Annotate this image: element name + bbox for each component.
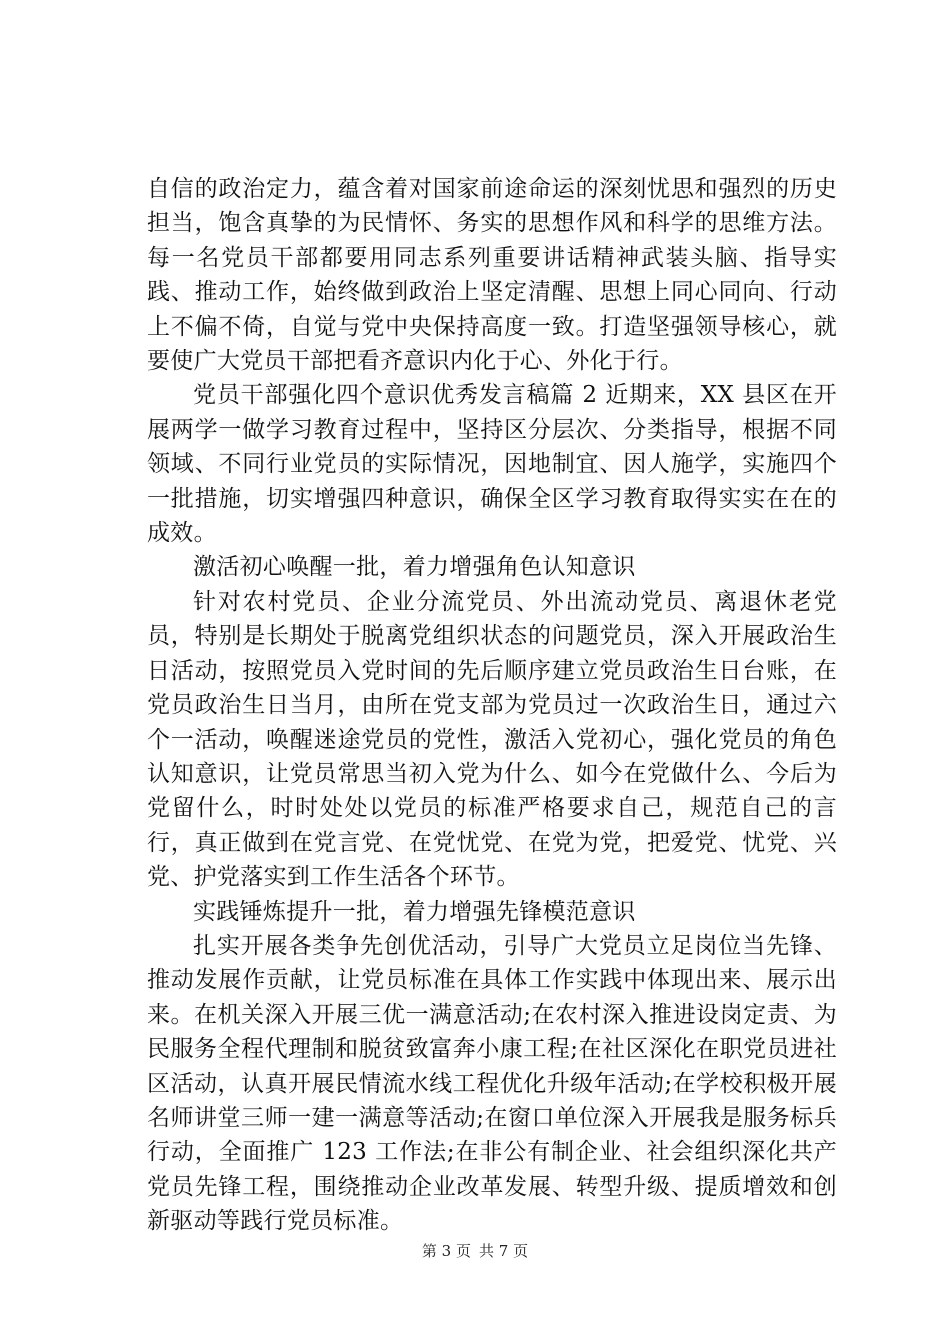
- page-total: 共 7 页: [479, 1242, 529, 1260]
- paragraph-article-2-intro: 党员干部强化四个意识优秀发言稿篇 2 近期来，XX 县区在开展两学一做学习教育过程中，坚持区分层次、分类指导，根据不同领域、不同行业党员的实际情况，因地制宜、因人施学，实施四个一批措施，切实增强四种意识，确保全区学习教育取得实实在在的成效。: [147, 382, 837, 547]
- paragraph-continuation: 自信的政治定力，蕴含着对国家前途命运的深刻忧思和强烈的历史担当，饱含真挚的为民情怀、务实的思想作风和科学的思维方法。每一名党员干部都要用同志系列重要讲话精神武装头脑、指导实践、推动工作，始终做到政治上坚定清醒、思想上同心同向、行动上不偏不倚，自觉与党中央保持高度一致。打造坚强领导核心，就要使广大党员干部把看齐意识内化于心、外化于行。: [147, 176, 837, 375]
- page-footer: [0, 1240, 950, 1261]
- page-number: 第 3 页: [421, 1242, 471, 1260]
- paragraph-role-awareness: 针对农村党员、企业分流党员、外出流动党员、离退休老党员，特别是长期处于脱离党组织状态的问题党员，深入开展政治生日活动，按照党员入党时间的先后顺序建立党员政治生日台账，在党员政治生日当月，由所在党支部为党员过一次政治生日，通过六个一活动，唤醒迷途党员的党性，激活入党初心，强化党员的角色认知意识，让党员常思当初入党为什么、如今在党做什么、今后为党留什么，时时处处以党员的标准严格要求自己，规范自己的言行，真正做到在党言党、在党忧党、在党为党，把爱党、忧党、兴党、护党落实到工作生活各个环节。: [147, 588, 837, 891]
- section-heading-vanguard-awareness: 实践锤炼提升一批，着力增强先锋模范意识: [193, 898, 636, 925]
- document-body: [147, 172, 837, 1239]
- paragraph-vanguard-awareness: 扎实开展各类争先创优活动，引导广大党员立足岗位当先锋、推动发展作贡献，让党员标准在具体工作实践中体现出来、展示出来。在机关深入开展三优一满意活动;在农村深入推进设岗定责、为民服务全程代理制和脱贫致富奔小康工程;在社区深化在职党员进社区活动，认真开展民情流水线工程优化升级年活动;在学校积极开展名师讲堂三师一建一满意等活动;在窗口单位深入开展我是服务标兵行动，全面推广 123 工作法;在非公有制企业、社会组织深化共产党员先锋工程，围绕推动企业改革发展、转型升级、提质增效和创新驱动等践行党员标准。: [147, 932, 837, 1235]
- section-heading-role-awareness: 激活初心唤醒一批，着力增强角色认知意识: [193, 554, 636, 581]
